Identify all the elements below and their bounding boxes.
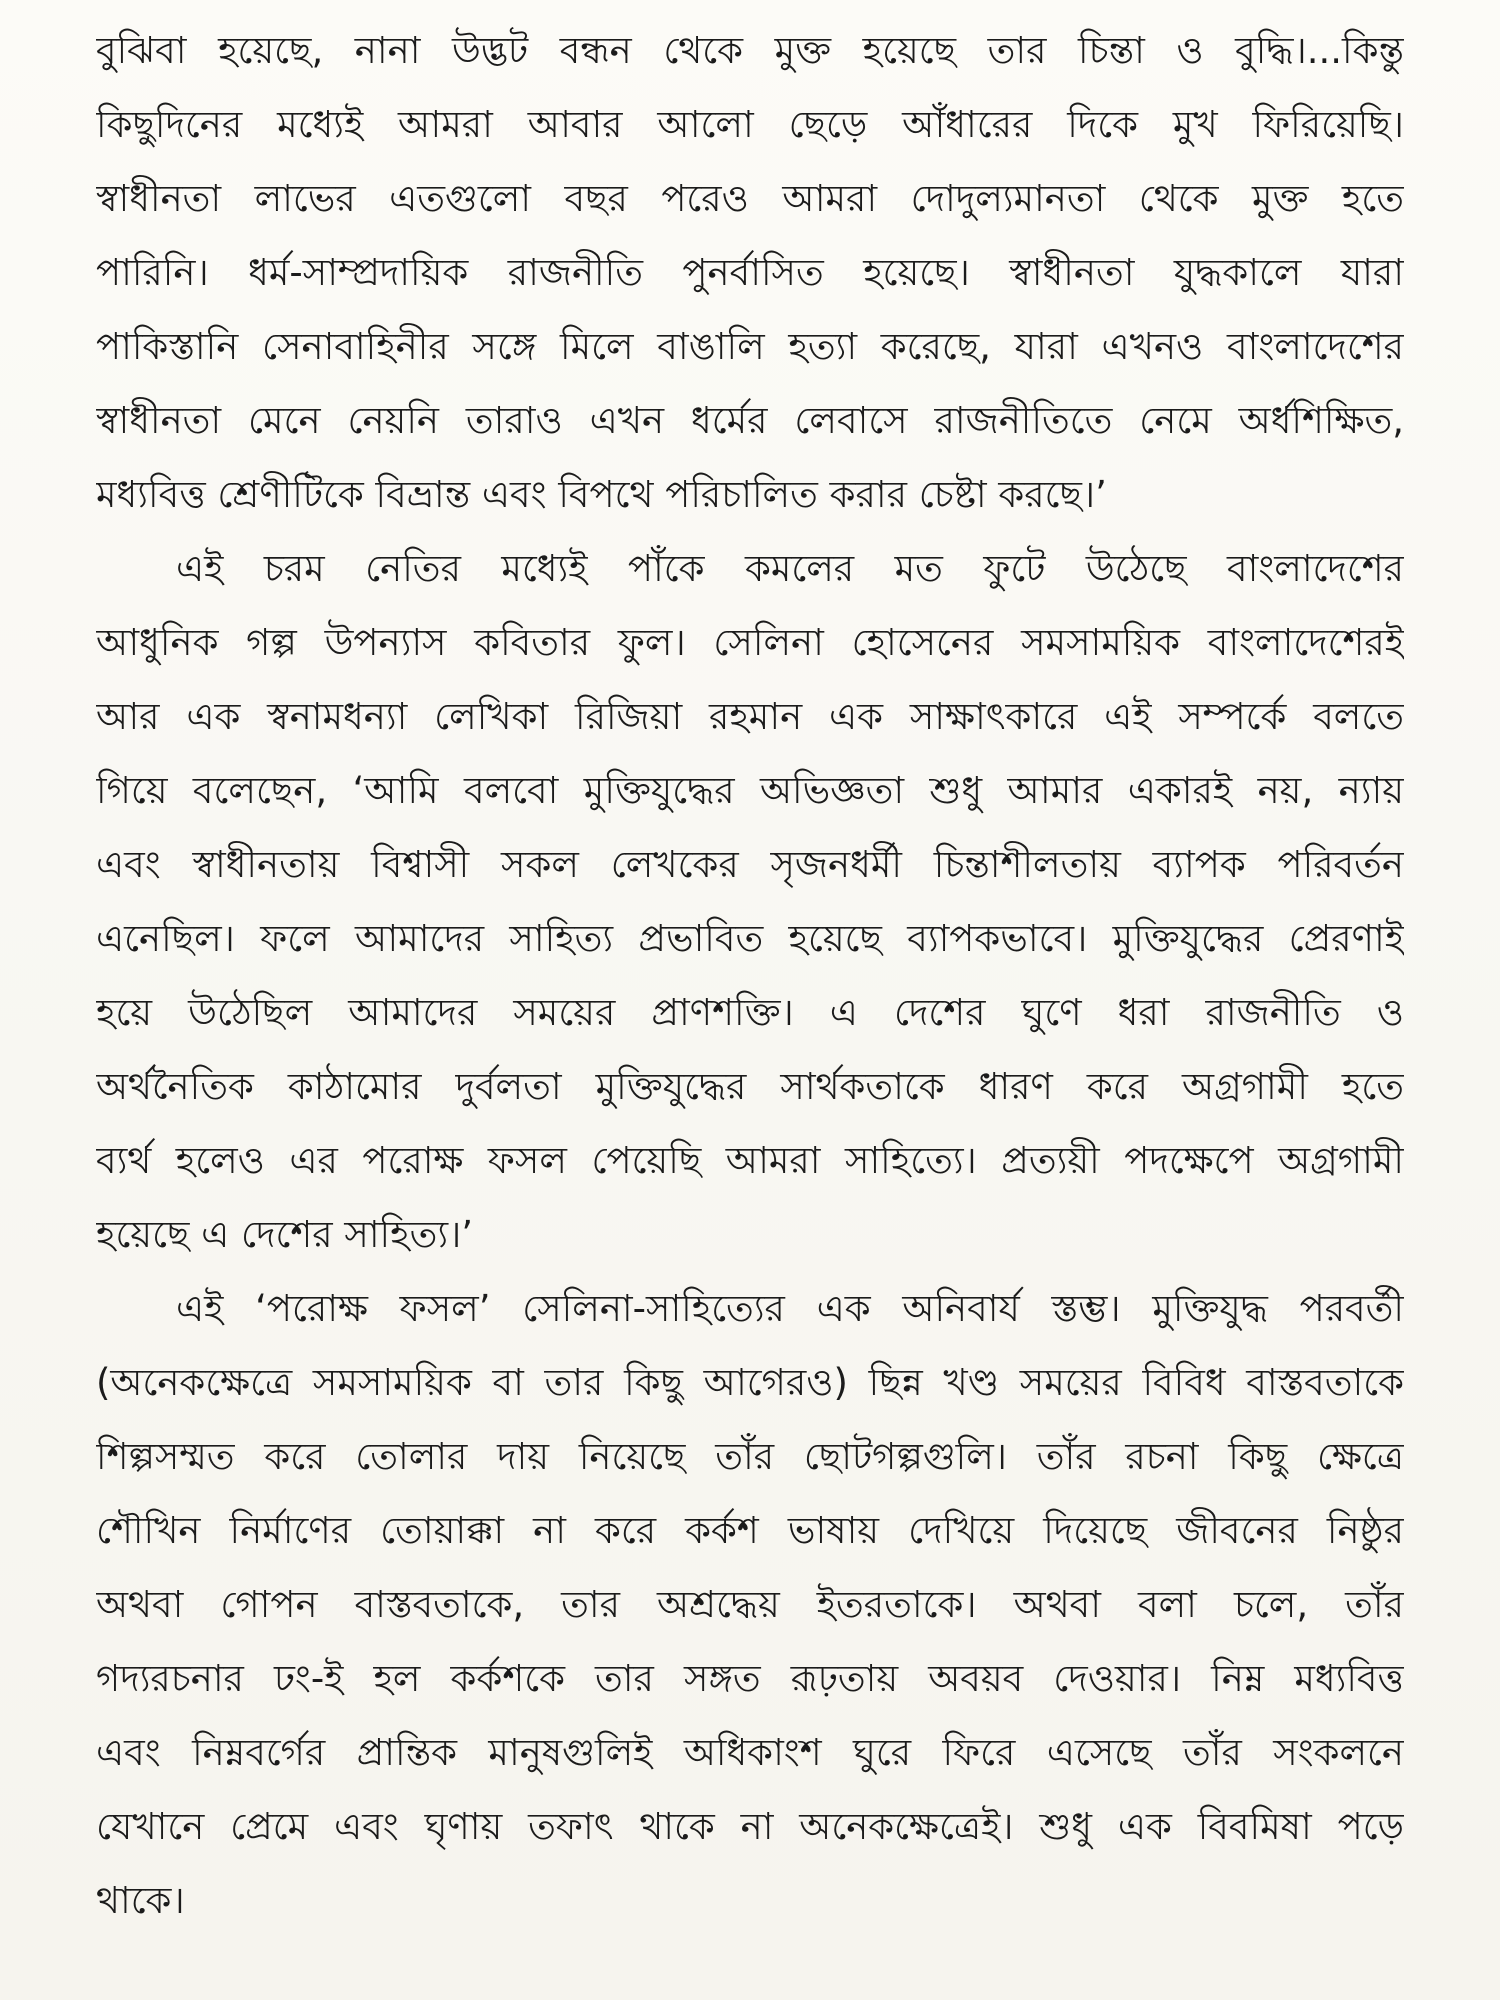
- text-line: মধ্যবিত্ত শ্রেণীটিকে বিভ্রান্ত এবং বিপথে পরিচালিত করার চেষ্টা করছে।’: [96, 473, 1107, 516]
- text-line: স্বাধীনতা লাভের এতগুলো বছর পরেও আমরা দোদুল্যমানতা থেকে মুক্ত হতে: [96, 177, 1404, 220]
- text-line: আর এক স্বনামধন্যা লেখিকা রিজিয়া রহমান এক সাক্ষাৎকারে এই সম্পর্কে বলতে: [96, 695, 1404, 738]
- text-line: পাকিস্তানি সেনাবাহিনীর সঙ্গে মিলে বাঙালি হত্যা করেছে, যারা এখনও বাংলাদেশের: [96, 325, 1404, 368]
- text-line: আধুনিক গল্প উপন্যাস কবিতার ফুল। সেলিনা হোসেনের সমসাময়িক বাংলাদেশেরই: [96, 621, 1404, 664]
- text-line: অর্থনৈতিক কাঠামোর দুর্বলতা মুক্তিযুদ্ধের সার্থকতাকে ধারণ করে অগ্রগামী হতে: [96, 1065, 1404, 1108]
- text-line: অথবা গোপন বাস্তবতাকে, তার অশ্রদ্ধেয় ইতরতাকে। অথবা বলা চলে, তাঁর: [96, 1583, 1404, 1626]
- text-line: কিছুদিনের মধ্যেই আমরা আবার আলো ছেড়ে আঁধারের দিকে মুখ ফিরিয়েছি।: [96, 103, 1404, 146]
- text-line: পারিনি। ধর্ম-সাম্প্রদায়িক রাজনীতি পুনর্বাসিত হয়েছে। স্বাধীনতা যুদ্ধকালে যারা: [96, 251, 1404, 294]
- paragraph-first-line: এই ‘পরোক্ষ ফসল’ সেলিনা-সাহিত্যের এক অনিবার্য স্তম্ভ। মুক্তিযুদ্ধ পরবর্তী: [176, 1287, 1404, 1330]
- text-line: যেখানে প্রেমে এবং ঘৃণায় তফাৎ থাকে না অনেকক্ষেত্রেই। শুধু এক বিবমিষা পড়ে: [96, 1805, 1404, 1848]
- text-line: এবং স্বাধীনতায় বিশ্বাসী সকল লেখকের সৃজনধর্মী চিন্তাশীলতায় ব্যাপক পরিবর্তন: [96, 843, 1404, 886]
- text-line: স্বাধীনতা মেনে নেয়নি তারাও এখন ধর্মের লেবাসে রাজনীতিতে নেমে অর্ধশিক্ষিত,: [96, 399, 1404, 442]
- text-line: থাকে।: [96, 1879, 185, 1922]
- text-line: হয়েছে এ দেশের সাহিত্য।’: [96, 1213, 474, 1256]
- text-line: শিল্পসম্মত করে তোলার দায় নিয়েছে তাঁর ছোটগল্পগুলি। তাঁর রচনা কিছু ক্ষেত্রে: [96, 1435, 1404, 1478]
- text-line: এবং নিম্নবর্গের প্রান্তিক মানুষগুলিই অধিকাংশ ঘুরে ফিরে এসেছে তাঁর সংকলনে: [96, 1731, 1404, 1774]
- text-line: গদ্যরচনার ঢং-ই হল কর্কশকে তার সঙ্গত রূঢ়তায় অবয়ব দেওয়ার। নিম্ন মধ্যবিত্ত: [96, 1657, 1404, 1700]
- text-line: বুঝিবা হয়েছে, নানা উদ্ভট বন্ধন থেকে মুক্ত হয়েছে তার চিন্তা ও বুদ্ধি।...কিন্তু: [96, 29, 1404, 72]
- text-line: গিয়ে বলেছেন, ‘আমি বলবো মুক্তিযুদ্ধের অভিজ্ঞতা শুধু আমার একারই নয়, ন্যায়: [96, 769, 1404, 812]
- text-line: শৌখিন নির্মাণের তোয়াক্কা না করে কর্কশ ভাষায় দেখিয়ে দিয়েছে জীবনের নিষ্ঠুর: [96, 1509, 1404, 1552]
- paragraph-first-line: এই চরম নেতির মধ্যেই পাঁকে কমলের মত ফুটে উঠেছে বাংলাদেশের: [176, 547, 1404, 590]
- text-line: এনেছিল। ফলে আমাদের সাহিত্য প্রভাবিত হয়েছে ব্যাপকভাবে। মুক্তিযুদ্ধের প্রেরণাই: [96, 917, 1404, 960]
- text-line: হয়ে উঠেছিল আমাদের সময়ের প্রাণশক্তি। এ দেশের ঘুণে ধরা রাজনীতি ও: [96, 991, 1404, 1034]
- text-line: (অনেকক্ষেত্রে সমসাময়িক বা তার কিছু আগেরও) ছিন্ন খণ্ড সময়ের বিবিধ বাস্তবতাকে: [96, 1361, 1404, 1404]
- text-line: ব্যর্থ হলেও এর পরোক্ষ ফসল পেয়েছি আমরা সাহিত্যে। প্রত্যয়ী পদক্ষেপে অগ্রগামী: [96, 1139, 1404, 1182]
